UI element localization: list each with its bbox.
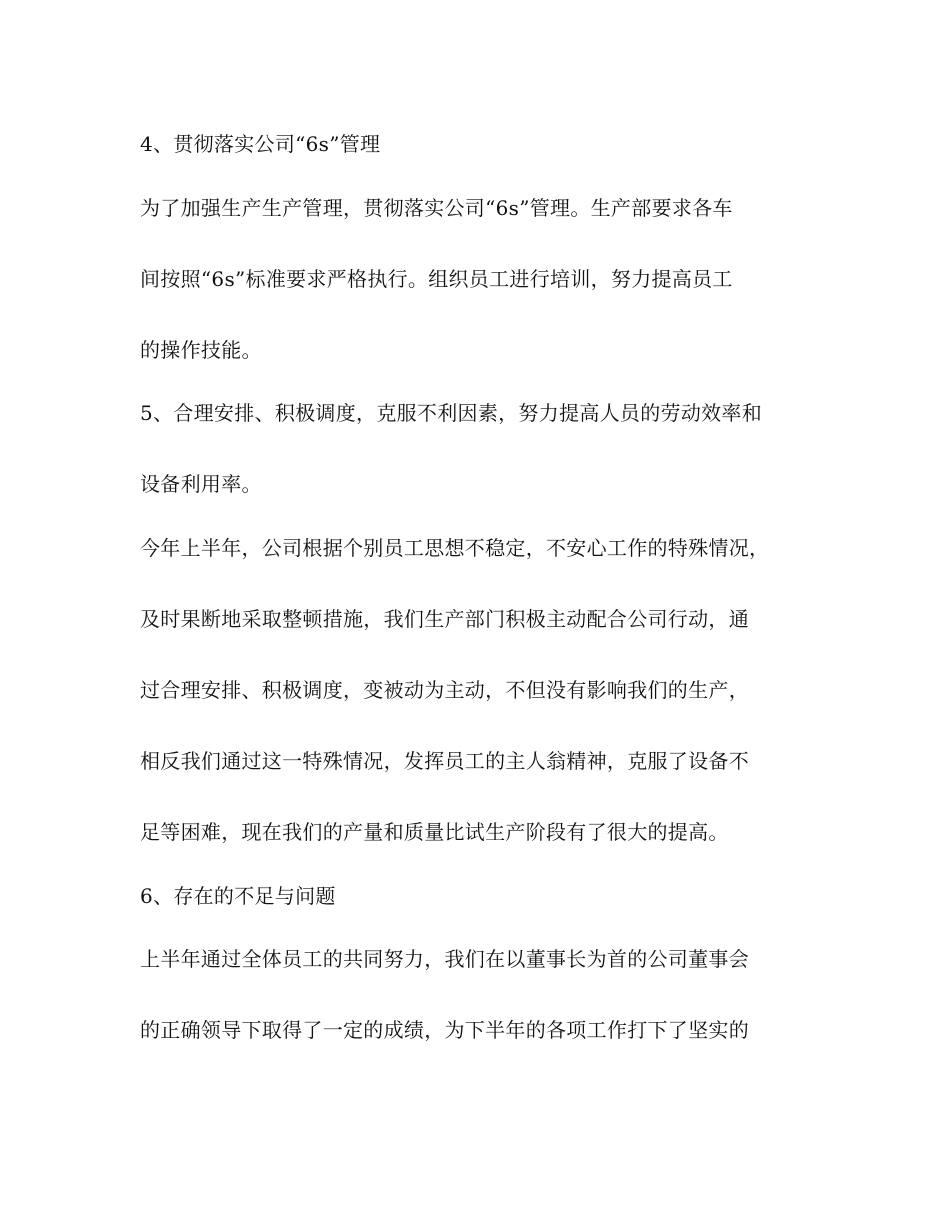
paragraph-line: 今年上半年，公司根据个别员工思想不稳定，不安心工作的特殊情况，	[140, 536, 770, 560]
paragraph-line: 的操作技能。	[140, 338, 262, 362]
paragraph-line: 上半年通过全体员工的共同努力，我们在以董事长为首的公司董事会	[140, 947, 749, 971]
paragraph-line: 及时果断地采取整顿措施，我们生产部门积极主动配合公司行动，通	[140, 607, 749, 631]
paragraph-line: 的正确领导下取得了一定的成绩，为下半年的各项工作打下了坚实的	[140, 1018, 749, 1042]
section-heading-problems: 6、存在的不足与问题	[140, 884, 336, 908]
paragraph-line: 设备利用率。	[140, 472, 262, 496]
paragraph-line: 间按照“6s”标准要求严格执行。组织员工进行培训，努力提高员工	[140, 267, 733, 291]
section-heading-scheduling: 5、合理安排、积极调度，克服不利因素，努力提高人员的劳动效率和	[140, 401, 763, 425]
paragraph-line: 相反我们通过这一特殊情况，发挥员工的主人翁精神，克服了设备不	[140, 749, 749, 773]
paragraph-line: 足等困难，现在我们的产量和质量比试生产阶段有了很大的提高。	[140, 820, 729, 844]
paragraph-line: 过合理安排、积极调度，变被动为主动，不但没有影响我们的生产，	[140, 678, 749, 702]
paragraph-line: 为了加强生产生产管理，贯彻落实公司“6s”管理。生产部要求各车	[140, 196, 733, 220]
section-heading-6s: 4、贯彻落实公司“6s”管理	[140, 132, 381, 156]
